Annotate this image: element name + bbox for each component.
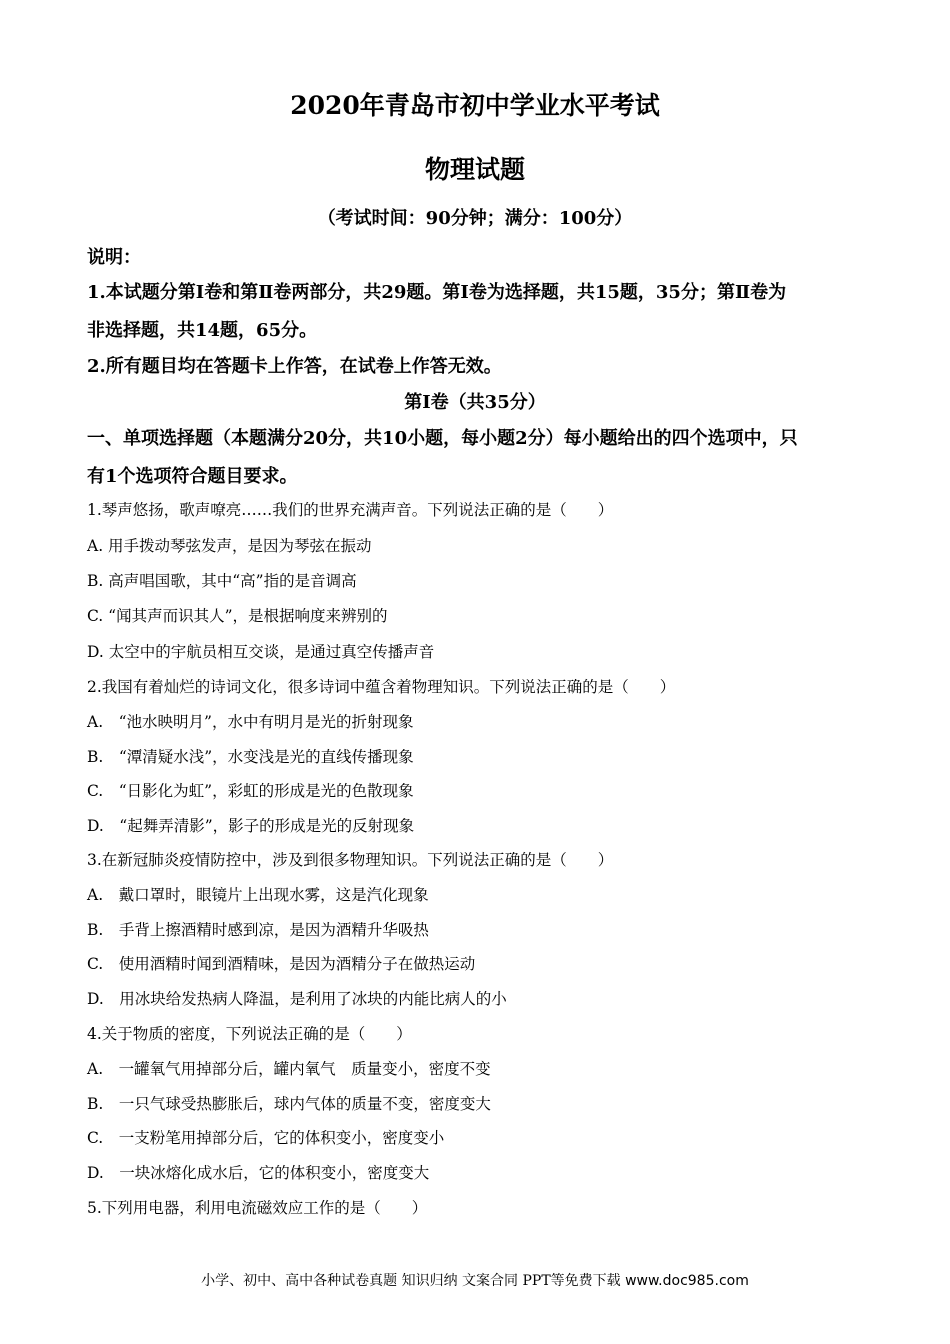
question-option: A. 用手拨动琴弦发声，是因为琴弦在振动 — [87, 537, 372, 555]
question-option: C. “闻其声而识其人”，是根据响度来辨别的 — [87, 607, 388, 625]
question-stem: 4.关于物质的密度，下列说法正确的是（ ） — [87, 1025, 412, 1043]
instructions-line-3: 2.所有题目均在答题卡上作答，在试卷上作答无效。 — [87, 356, 502, 377]
section-title: 第Ⅰ卷（共35分） — [404, 392, 546, 413]
exam-info: （考试时间：90分钟；满分：100分） — [317, 208, 633, 229]
question-option: D. “起舞弄清影”，影子的形成是光的反射现象 — [87, 817, 415, 835]
question-option: C. 一支粉笔用掉部分后，它的体积变小，密度变小 — [87, 1129, 445, 1147]
part-heading-line-2: 有1个选项符合题目要求。 — [87, 466, 298, 487]
question-stem: 2.我国有着灿烂的诗词文化，很多诗词中蕴含着物理知识。下列说法正确的是（ ） — [87, 678, 676, 696]
question-option: D. 一块冰熔化成水后，它的体积变小，密度变大 — [87, 1164, 430, 1182]
question-option: B. 手背上擦酒精时感到凉，是因为酒精升华吸热 — [87, 921, 429, 939]
instructions-line-2: 非选择题，共14题，65分。 — [87, 320, 318, 341]
instructions-line-1: 1.本试题分第Ⅰ卷和第Ⅱ卷两部分，共29题。第Ⅰ卷为选择题，共15题，35分；第Ⅱ卷为 — [87, 282, 787, 303]
exam-subject: 物理试题 — [424, 155, 525, 184]
question-option: B. 高声唱国歌，其中“高”指的是音调高 — [87, 572, 357, 590]
question-stem: 3.在新冠肺炎疫情防控中，涉及到很多物理知识。下列说法正确的是（ ） — [87, 851, 614, 869]
footer-text: 小学、初中、高中各种试卷真题 知识归纳 文案合同 PPT等免费下载 — [201, 1273, 621, 1289]
question-option: B. 一只气球受热膨胀后，球内气体的质量不变，密度变大 — [87, 1095, 491, 1113]
instructions-label: 说明： — [87, 247, 141, 268]
question-stem: 1.琴声悠扬，歌声嘹亮……我们的世界充满声音。下列说法正确的是（ ） — [87, 501, 614, 519]
exam-title: 2020年青岛市初中学业水平考试 — [290, 91, 660, 120]
footer-site-link[interactable]: www.doc985.com — [625, 1273, 749, 1289]
question-option: C. “日影化为虹”，彩虹的形成是光的色散现象 — [87, 782, 414, 800]
question-option: A. 戴口罩时，眼镜片上出现水雾，这是汽化现象 — [87, 886, 429, 904]
question-option: A. 一罐氧气用掉部分后，罐内氧气 质量变小，密度不变 — [87, 1060, 491, 1078]
question-option: A. “池水映明月”，水中有明月是光的折射现象 — [87, 713, 414, 731]
page-footer — [0, 1270, 950, 1290]
question-option: D. 用冰块给发热病人降温，是利用了冰块的内能比病人的小 — [87, 990, 507, 1008]
question-option: B. “潭清疑水浅”，水变浅是光的直线传播现象 — [87, 748, 414, 766]
question-option: D. 太空中的宇航员相互交谈，是通过真空传播声音 — [87, 643, 435, 661]
question-stem: 5.下列用电器，利用电流磁效应工作的是（ ） — [87, 1199, 428, 1217]
part-heading-line-1: 一、单项选择题（本题满分20分，共10小题，每小题2分）每小题给出的四个选项中，只 — [87, 428, 798, 449]
question-option: C. 使用酒精时闻到酒精味，是因为酒精分子在做热运动 — [87, 955, 476, 973]
